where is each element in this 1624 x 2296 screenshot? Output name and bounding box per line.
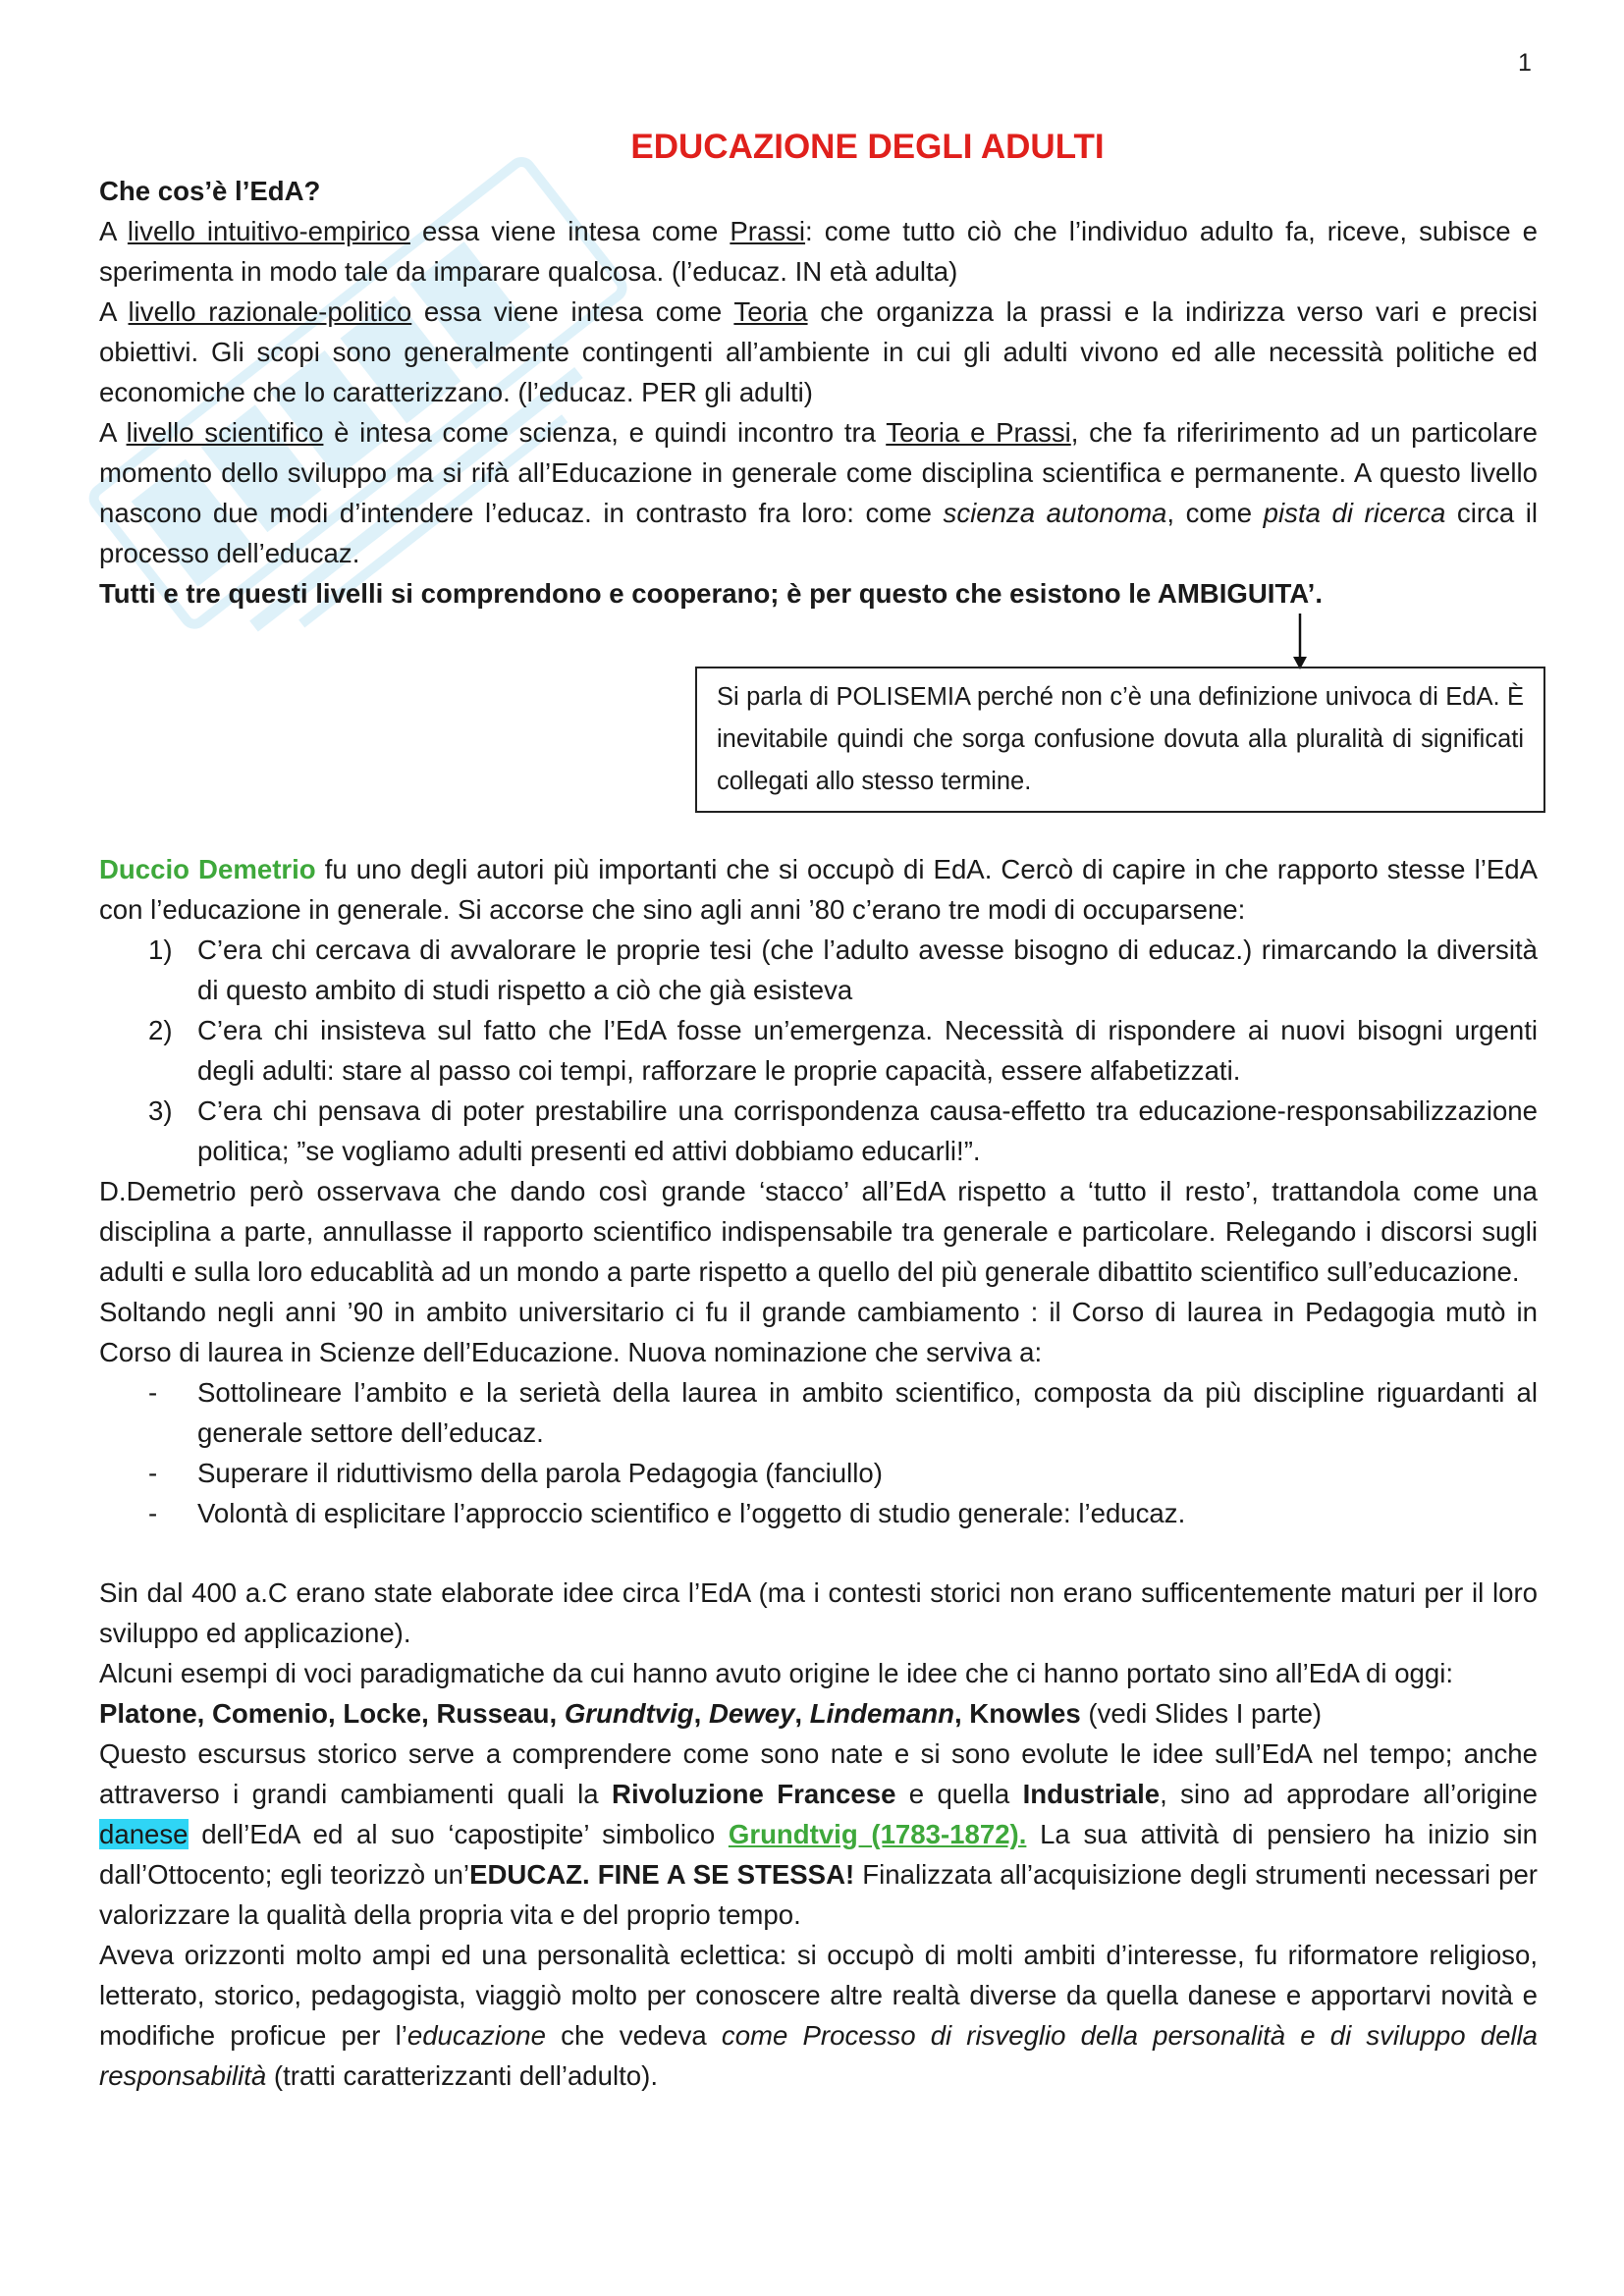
arrow-down-icon	[1290, 614, 1310, 670]
list-item: 3) C’era chi pensava di poter prestabilire una corrispondenza causa-effetto tra educazione-responsabilizzazione politica; ”se vogliamo adulti presenti ed attivi dobbiamo educarli!”.	[148, 1095, 1538, 1166]
paragraph-examples: Alcuni esempi di voci paradigmatiche da cui hanno avuto origine le idee che ci hanno portato sino all’EdA di oggi:	[99, 1658, 1454, 1688]
grundtvig-link: Grundtvig (1783-1872).	[728, 1819, 1027, 1849]
paragraph-nineties: Soltando negli anni ’90 in ambito universitario ci fu il grande cambiamento : il Corso di laurea in Pedagogia mutò in Corso di laurea in Scienze dell’Educazione. Nuova nominazione che serviva a:	[99, 1297, 1538, 1367]
list-item: - Superare il riduttivismo della parola Pedagogia (fanciullo)	[148, 1458, 883, 1488]
bullet-list	[99, 1372, 1538, 1533]
section-heading: Che cos’è l’EdA?	[99, 176, 321, 206]
page-number: 1	[1518, 49, 1532, 77]
paragraph-empirical: A livello intuitivo-empirico essa viene intesa come Prassi: come tutto ciò che l’individuo adulto fa, riceve, subisce e sperimenta in modo tale da imparare qualcosa. (l’educaz. IN età adulta)	[99, 216, 1538, 287]
list-item: 2) C’era chi insisteva sul fatto che l’EdA fosse un’emergenza. Necessità di rispondere ai nuovi bisogni urgenti degli adulti: stare al passo coi tempi, rafforzare le proprie capacità, essere alfabetizzati.	[148, 1015, 1538, 1086]
paragraph-demetrio: Duccio Demetrio fu uno degli autori più importanti che si occupò di EdA. Cercò di capire in che rapporto stesse l’EdA con l’educazione in generale. Si accorse che sino agli anni ’80 c’erano tre modi di occuparsene:	[99, 854, 1538, 925]
page-title: EDUCAZIONE DEGLI ADULTI	[630, 128, 1105, 166]
list-item: - Sottolineare l’ambito e la serietà della laurea in ambito scientifico, composta da più discipline riguardanti al generale settore dell’educaz.	[148, 1377, 1538, 1448]
document-body	[99, 126, 1538, 2096]
list-item: 1) C’era chi cercava di avvalorare le proprie tesi (che l’adulto avesse bisogno di educaz.) rimarcando la diversità di questo ambito di studi rispetto a ciò che già esisteva	[148, 934, 1538, 1005]
paragraph-history: Sin dal 400 a.C erano state elaborate idee circa l’EdA (ma i contesti storici non erano sufficentemente maturi per il loro sviluppo ed applicazione).	[99, 1577, 1538, 1648]
polisemia-callout: Si parla di POLISEMIA perché non c’è una definizione univoca di EdA. È inevitabile quindi che sorga confusione dovuta alla pluralità di significati collegati allo stesso termine.	[695, 667, 1545, 813]
paragraph-personality: Aveva orizzonti molto ampi ed una personalità eclettica: si occupò di molti ambiti d’interesse, fu riformatore religioso, letterato, storico, pedagogista, viaggiò molto per conoscere altre realtà diverse da quella danese e apportarvi novità e modifiche proficue per l’educazione che vedeva come Processo di risveglio della personalità e di sviluppo della responsabilità (tratti caratterizzanti dell’adulto).	[99, 1940, 1539, 2091]
paragraph-demetrio-observation: D.Demetrio però osservava che dando così grande ‘stacco’ all’EdA rispetto a ‘tutto il resto’, trattandola come una disciplina a parte, annullasse il rapporto scientifico indispensabile tra generale e particolare. Relegando i discorsi sugli adulti e sulla loro educablità ad un mondo a parte rispetto a quello del più generale dibattito scientifico sull’educazione.	[99, 1176, 1538, 1287]
highlighted-word: danese	[99, 1819, 189, 1849]
paragraph-political: A livello razionale-politico essa viene intesa come Teoria che organizza la prassi e la indirizza verso vari e precisi obiettivi. Gli scopi sono generalmente contingenti all’ambiente in cui gli adulti vivono ed alle necessità politiche ed economiche che lo caratterizzano. (l’educaz. PER gli adulti)	[99, 296, 1538, 407]
paragraph-scientific: A livello scientifico è intesa come scienza, e quindi incontro tra Teoria e Prassi, che fa riferirimento ad un particolare momento dello sviluppo ma si rifà all’Educazione in generale come disciplina scientifica e permanente. A questo livello nascono due modi d’intendere l’educaz. in contrasto fra loro: come scienza autonoma, come pista di ricerca circa il processo dell’educaz.	[99, 417, 1538, 568]
paragraph-authors: Platone, Comenio, Locke, Russeau, Grundtvig, Dewey, Lindemann, Knowles (vedi Slides I parte)	[99, 1698, 1323, 1729]
paragraph-ambiguity: Tutti e tre questi livelli si comprendono e cooperano; è per questo che esistono le AMBIGUITA’.	[99, 578, 1324, 609]
callout-section	[99, 614, 1538, 829]
list-item: - Volontà di esplicitare l’approccio scientifico e l’oggetto di studio generale: l’educaz.	[148, 1498, 1186, 1528]
paragraph-grundtvig: Questo escursus storico serve a comprendere come sono nate e si sono evolute le idee sull’EdA nel tempo; anche attraverso i grandi cambiamenti quali la Rivoluzione Francese e quella Industriale, sino ad approdare all’origine danese dell’EdA ed al suo ‘capostipite’ simbolico Grundtvig (1783-1872). La sua attività di pensiero ha inizio sin dall’Ottocento; egli teorizzò un’EDUCAZ. FINE A SE STESSA! Finalizzata all’acquisizione degli strumenti necessari per valorizzare la qualità della propria vita e del proprio tempo.	[99, 1738, 1538, 1930]
numbered-list	[99, 930, 1538, 1171]
author-name: Duccio Demetrio	[99, 854, 316, 884]
